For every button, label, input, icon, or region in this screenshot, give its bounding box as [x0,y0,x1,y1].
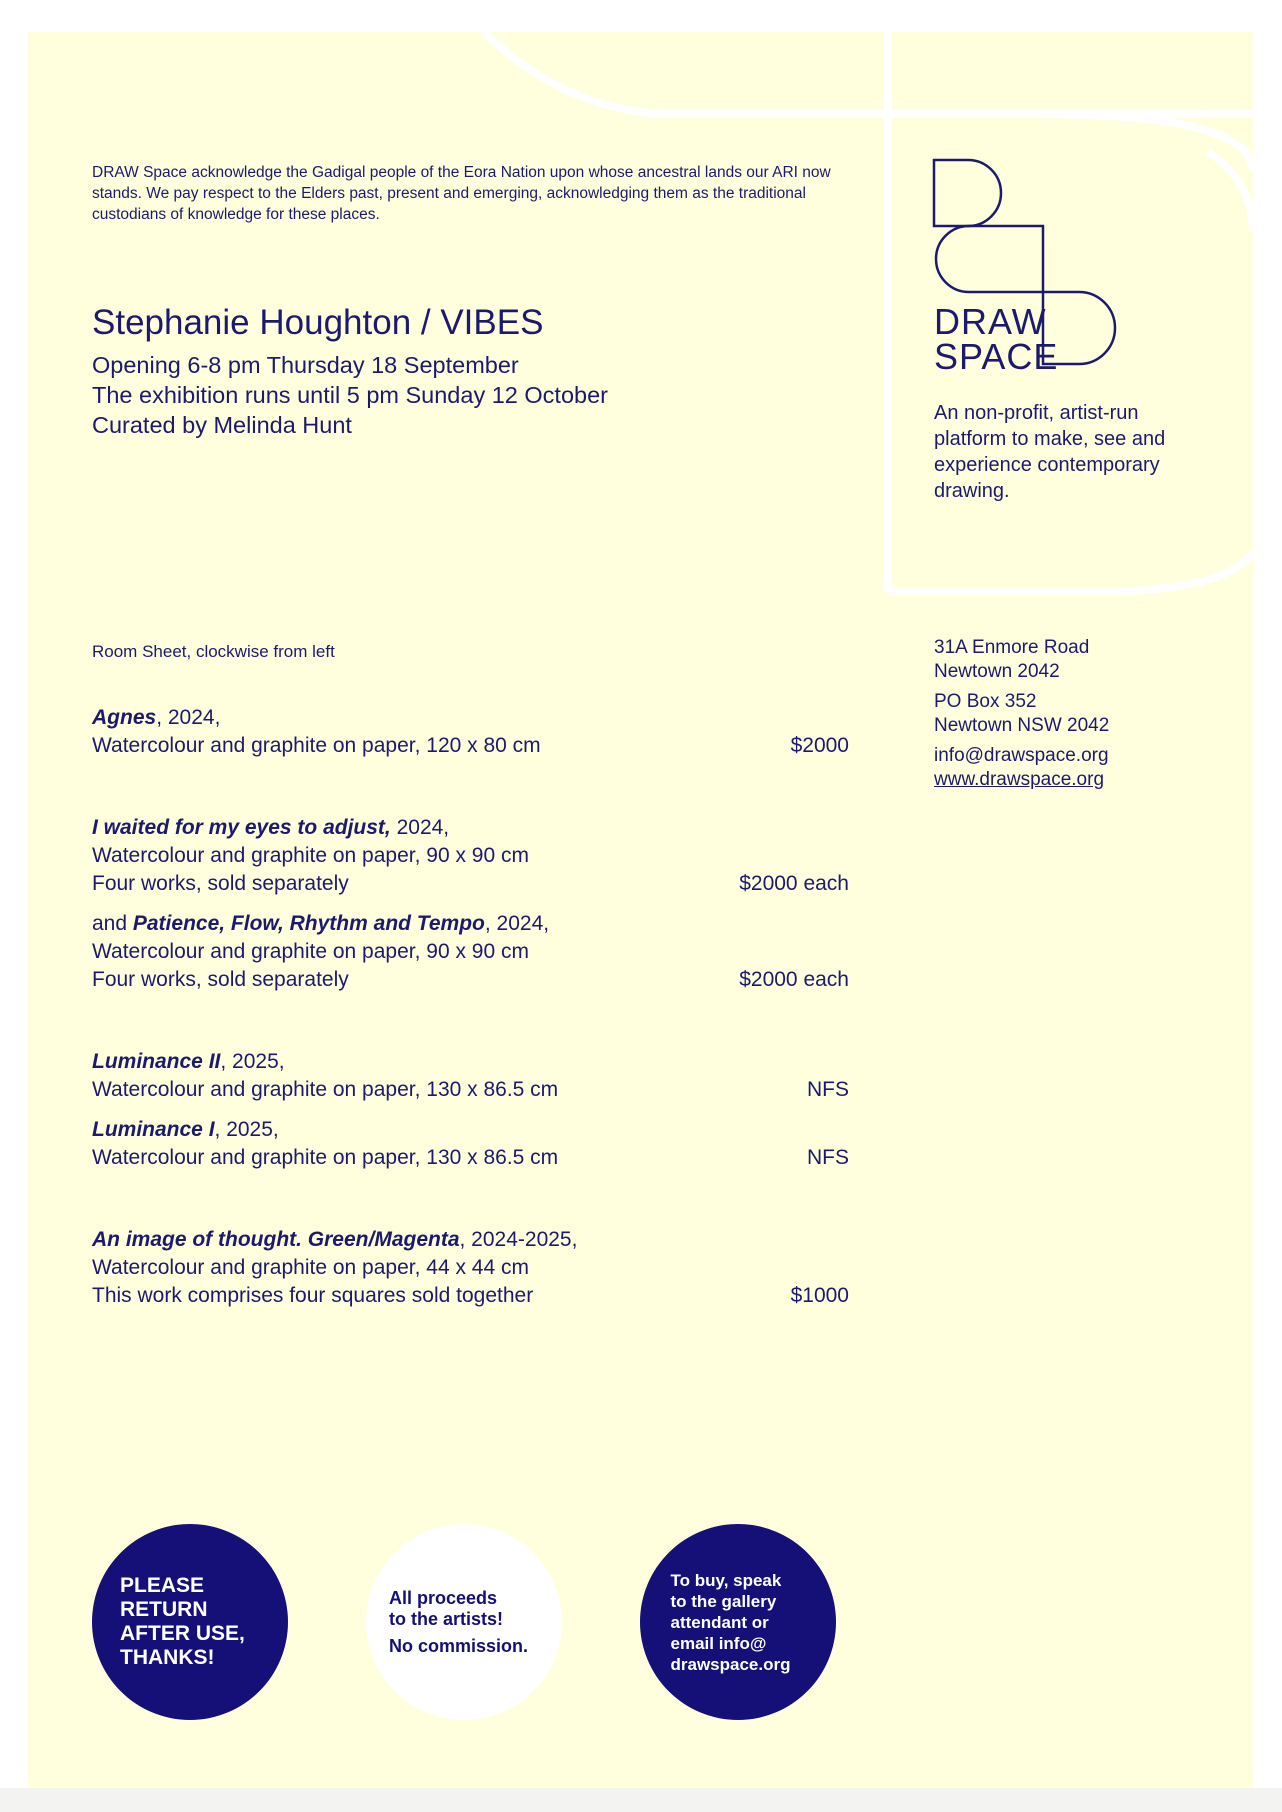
logo-word-space: SPACE [934,336,1059,377]
work-price: $1000 [790,1284,849,1307]
return-line-4: THANKS! [120,1646,215,1669]
work-title: Luminance II [92,1050,221,1073]
tagline: An non-profit, artist-run platform to make, see and experience contemporary drawing. [934,402,1166,502]
work-medium: Watercolour and graphite on paper, 130 x 86.5 cm [92,1078,559,1101]
return-line-3: AFTER USE, [120,1622,245,1645]
work-note: This work comprises four squares sold together [92,1284,534,1307]
work-medium: Watercolour and graphite on paper, 130 x 86.5 cm [92,1146,559,1169]
work-year: , 2025, [214,1118,279,1141]
work-price: $2000 [790,734,849,757]
work-note: Four works, sold separately [92,968,349,991]
buy-line-4: email info@ [670,1633,767,1653]
work-year: , 2024, [484,912,550,935]
work-title-line [92,910,849,938]
work-item [92,814,849,898]
return-line-1: PLEASE [120,1574,205,1597]
po-suburb: Newtown NSW 2042 [934,715,1110,736]
work-price: NFS [807,1078,849,1101]
buy-line-3: attendant or [670,1612,769,1632]
work-note: Four works, sold separately [92,872,349,895]
work-year: , 2024-2025, [459,1228,578,1251]
work-medium: Watercolour and graphite on paper, 90 x 90 cm [92,844,529,867]
acknowledgement-text: DRAW Space acknowledge the Gadigal people of the Eora Nation upon whose ancestral lands our ARI now stands. We pay respect to the Elders past, present and emerging, acknowledging them as the traditional custodians of knowledge for these places. [92,164,831,223]
work-medium: Watercolour and graphite on paper, 44 x 44 cm [92,1256,529,1279]
work-year: 2024, [390,816,450,839]
work-price: $2000 each [739,872,849,895]
postal-address [934,690,1109,738]
proceeds-line-1: All proceeds [389,1587,498,1608]
work-price: $2000 each [739,968,849,991]
suburb: Newtown 2042 [934,661,1060,682]
return-notice-badge [92,1524,288,1720]
work-item [92,704,849,760]
work-item [92,1048,849,1104]
buy-line-2: to the gallery [670,1591,777,1611]
logo-word-draw: DRAW [934,301,1047,342]
website-link[interactable]: www.drawspace.org [934,769,1105,790]
street-address [934,636,1109,684]
po-box: PO Box 352 [934,691,1037,712]
work-title-line [92,1116,849,1144]
work-item [92,1226,849,1310]
work-title: Patience, Flow, Rhythm and Tempo [132,912,485,935]
proceeds-line-2: to the artists! [389,1608,504,1629]
logo-wordmark [934,301,1059,377]
draw-space-logo-icon [931,157,1211,417]
work-title: An image of thought. Green/Magenta [92,1228,460,1251]
proceeds-badge [366,1524,562,1720]
work-title-line [92,814,849,842]
work-title-line [92,704,849,732]
work-price: NFS [807,1146,849,1169]
street: 31A Enmore Road [934,637,1090,658]
work-item [92,1116,849,1172]
curator: Curated by Melinda Hunt [92,412,352,438]
work-medium: Watercolour and graphite on paper, 90 x 90 cm [92,940,529,963]
work-year: , 2024, [156,706,221,729]
work-title-line [92,1226,849,1254]
return-line-2: RETURN [120,1598,208,1621]
buy-info-text [671,1570,806,1675]
return-notice-text [120,1574,260,1670]
work-title: Luminance I [92,1118,215,1141]
exhibition-title: Stephanie Houghton / VIBES [92,303,544,342]
opening-time: Opening 6-8 pm Thursday 18 September [92,352,519,378]
work-title: I waited for my eyes to adjust, [92,816,391,839]
exhibition-dates: The exhibition runs until 5 pm Sunday 12 October [92,382,608,408]
work-title: Agnes [92,706,157,729]
email: info@drawspace.org [934,745,1109,766]
proceeds-line-3: No commission. [389,1635,529,1656]
proceeds-text [389,1588,539,1657]
room-sheet-document [28,32,1253,1788]
exhibition-info [92,302,608,440]
buy-line-1: To buy, speak [670,1570,782,1590]
buy-info-badge [640,1524,836,1720]
room-sheet-label: Room Sheet, clockwise from left [92,642,335,661]
works-list [92,704,849,1310]
work-medium: Watercolour and graphite on paper, 120 x 80 cm [92,734,541,757]
work-year: , 2025, [220,1050,285,1073]
work-title-line [92,1048,849,1076]
work-prefix: and [92,912,133,935]
contact-details [934,636,1109,792]
work-item [92,910,849,994]
buy-line-5: drawspace.org [670,1654,791,1674]
